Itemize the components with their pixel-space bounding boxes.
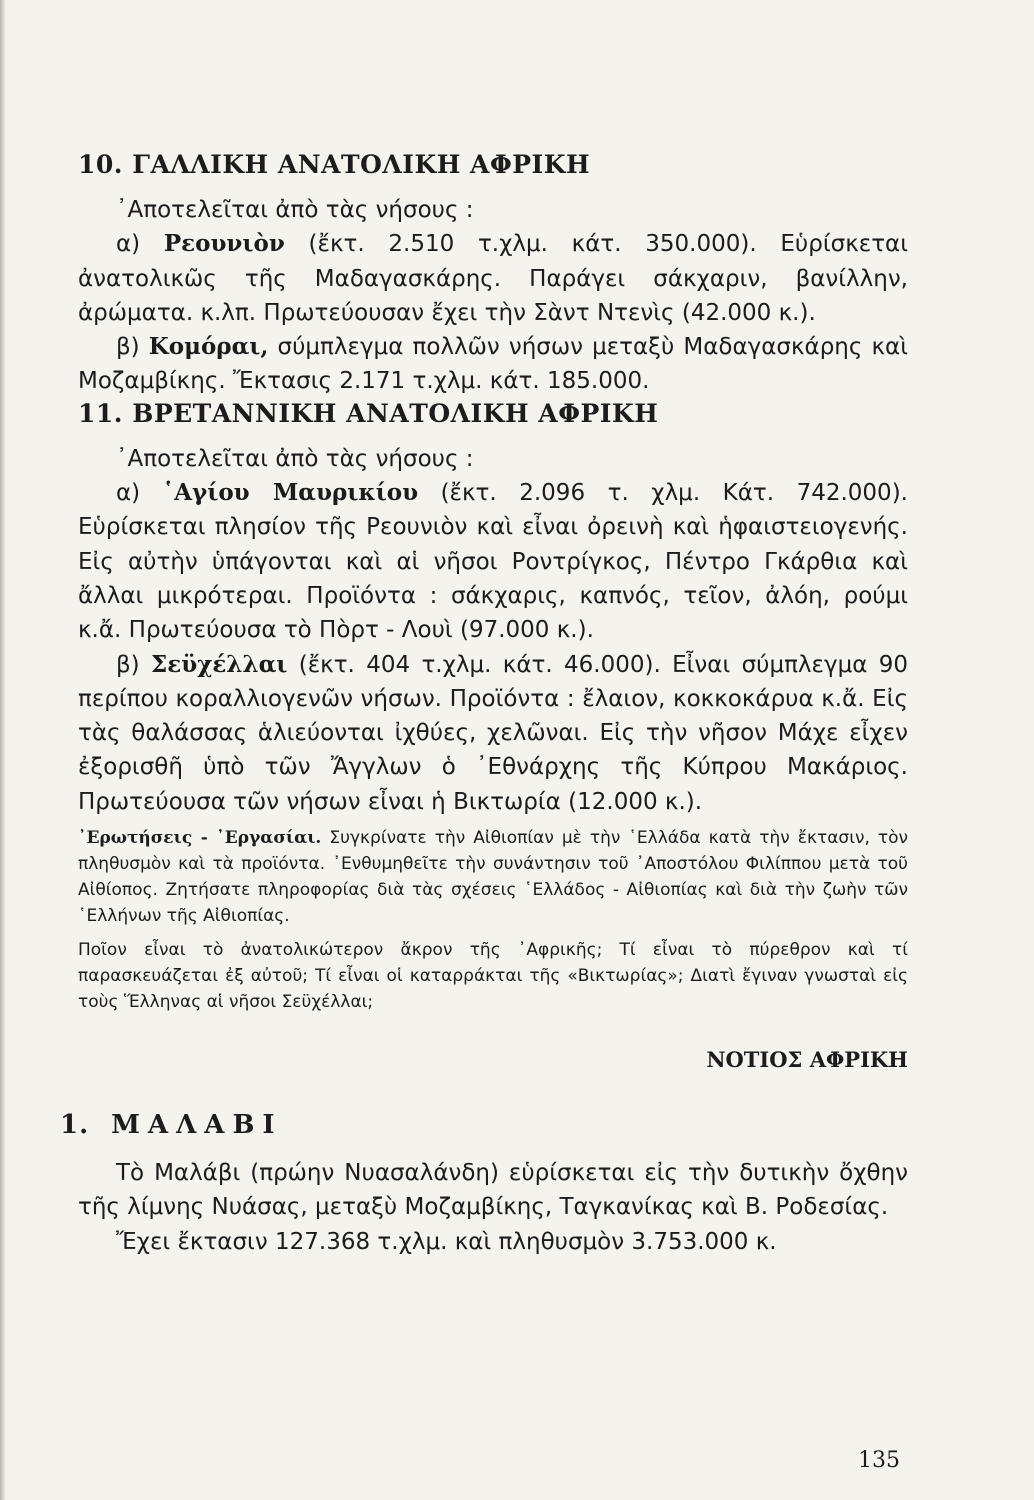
- reunion-name: Ρεουνιὸν: [163, 230, 285, 258]
- seychelles-name: Σεϋχέλλαι: [151, 650, 288, 678]
- exercises-questions: Ποῖον εἶναι τὸ ἀνατολικώτερον ἄκρον τῆς ᾿Αφρικῆς; Τί εἶναι τὸ πύρεθρον καὶ τί παρασκευάζεται ἐξ αὐτοῦ; Τί εἶναι οἱ καταρράκται τῆς «Βικτωρίας»; Διατὶ ἔγιναν γνωσταὶ εἰς τοὺς Ἕλληνας αἱ νῆσοι Σεϋχέλλαι;: [78, 940, 908, 1013]
- malawi-paragraph-2: Ἔχει ἔκτασιν 127.368 τ.χλμ. καὶ πληθυσμὸν 3.753.000 κ.: [116, 1228, 777, 1255]
- malawi-number: 1.: [60, 1110, 90, 1141]
- mauritius-name: ῾Αγίου Μαυρικίου: [162, 479, 419, 507]
- section-11-item-b: β) Σεϋχέλλαι (ἔκτ. 404 τ.χλμ. κάτ. 46.000). Εἶναι σύμπλεγμα 90 περίπου κοραλλιογενῶν νήσων. Προϊόντα : ἔλαιον, κοκκοκάρυα κ.ἄ. Εἰς τὰς θαλάσσας ἁλιεύονται ἰχθύες, χελῶναι. Εἰς τὴν νῆσον Μάχε εἶχεν ἐξορισθῆ ὑπὸ τῶν Ἄγγλων ὁ ᾿Εθνάρχης τῆς Κύπρου Μακάριος. Πρωτεύουσα τῶν νήσων εἶναι ἡ Βικτωρία (12.000 κ.).: [78, 650, 908, 815]
- section-10-heading: 10. ΓΑΛΛΙΚΗ ΑΝΑΤΟΛΙΚΗ ΑΦΡΙΚΗ: [78, 150, 591, 179]
- malawi-heading: [60, 1110, 908, 1140]
- section-10-item-b: β) Κομόραι, σύμπλεγμα πολλῶν νήσων μεταξὺ Μαδαγασκάρης καὶ Μοζαμβίκης. Ἔκτασις 2.171 τ.χλμ. κάτ. 185.000.: [78, 333, 908, 395]
- page-gutter-shadow: [0, 0, 6, 1500]
- section-11-heading: 11. ΒΡΕΤΑΝΝΙΚΗ ΑΝΑΤΟΛΙΚΗ ΑΦΡΙΚΗ: [78, 398, 659, 428]
- section-10-intro: ᾿Αποτελεῖται ἀπὸ τὰς νήσους :: [116, 197, 474, 223]
- exercises-text: ᾿Ερωτήσεις - ᾿Εργασίαι. Συγκρίνατε τὴν Αἰθιοπίαν μὲ τὴν ῾Ελλάδα κατὰ τὴν ἔκτασιν, τὸν πληθυσμὸν καὶ τὰ προϊόντα. ᾿Ενθυμηθεῖτε τὴν συνάντησιν τοῦ ᾿Αποστόλου Φιλίππου μετὰ τοῦ Αἰθίοπος. Ζητήσατε πληροφορίας διὰ τὰς σχέσεις ῾Ελλάδος - Αἰθιοπίας καὶ διὰ τὴν ζωὴν τῶν ῾Ελλήνων τῆς Αἰθιοπίας.: [78, 828, 908, 927]
- page-content: [60, 150, 908, 1259]
- section-11-intro: ᾿Αποτελεῖται ἀπὸ τὰς νήσους :: [116, 445, 474, 472]
- section-10-item-a: α) Ρεουνιὸν (ἔκτ. 2.510 τ.χλμ. κάτ. 350.000). Εὑρίσκεται ἀνατολικῶς τῆς Μαδαγασκάρης. Παράγει σάκχαριν, βανίλλην, ἀρώματα. κ.λπ. Πρωτεύουσαν ἔχει τὴν Σὰντ Ντενὶς (42.000 κ.).: [78, 230, 908, 326]
- exercises-label: ᾿Ερωτήσεις - ᾿Εργασίαι.: [78, 828, 322, 849]
- exercises-block: [78, 825, 908, 1015]
- comoros-name: Κομόραι,: [148, 333, 269, 361]
- region-heading: ΝΟΤΙΟΣ ΑΦΡΙΚΗ: [706, 1047, 908, 1073]
- page-number: 135: [858, 1448, 900, 1473]
- section-11-item-a: α) ῾Αγίου Μαυρικίου (ἔκτ. 2.096 τ. χλμ. Κάτ. 742.000). Εὑρίσκεται πλησίον τῆς Ρεουνιὸν καὶ εἶναι ὀρεινὴ καὶ ἡφαιστειογενής. Εἰς αὐτὴν ὑπάγονται καὶ αἱ νῆσοι Ροντρίγκος, Πέντρο Γκάρθια καὶ ἄλλαι μικρότεραι. Προϊόντα : σάκχαρις, καπνός, τεῖον, ἀλόη, ρούμι κ.ἄ. Πρωτεύουσα τὸ Πὸρτ - Λουὶ (97.000 κ.).: [78, 479, 908, 644]
- malawi-paragraph-1: Τὸ Μαλάβι (πρώην Νυασαλάνδη) εὑρίσκεται εἰς τὴν δυτικὴν ὄχθην τῆς λίμνης Νυάσας, μεταξὺ Μοζαμβίκης, Ταγκανίκας καὶ Β. Ροδεσίας.: [78, 1160, 908, 1221]
- malawi-title: ΜΑΛΑΒΙ: [111, 1110, 283, 1141]
